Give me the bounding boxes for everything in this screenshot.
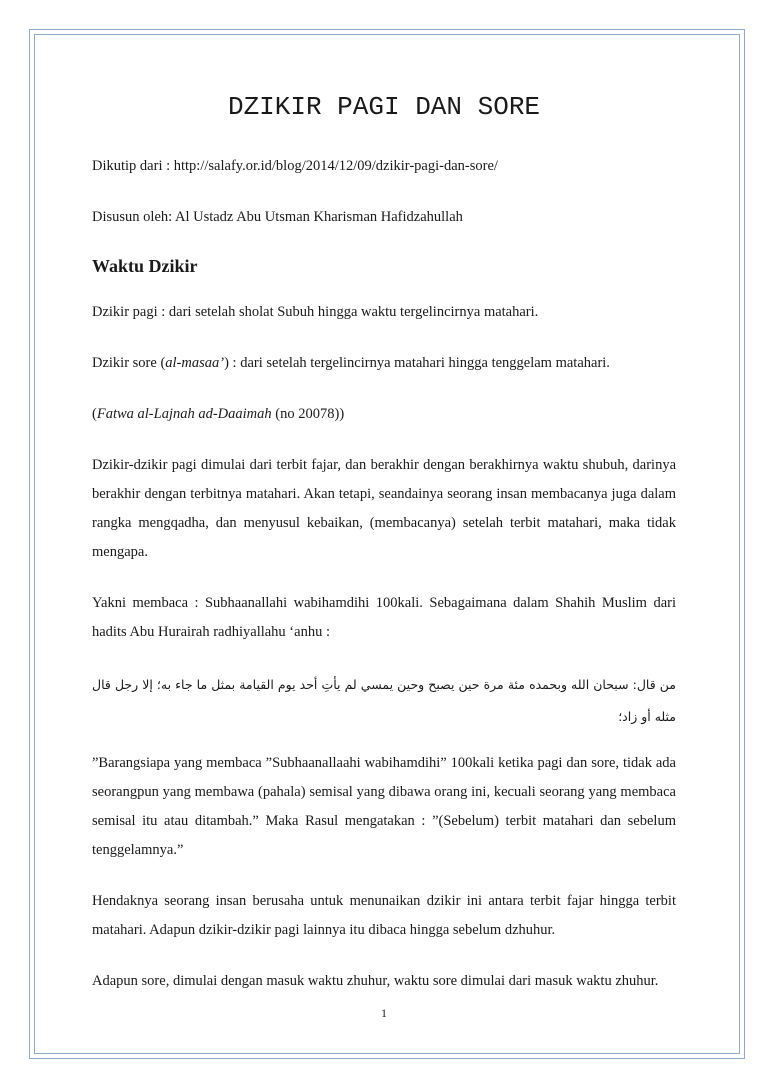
text-span: ( xyxy=(92,406,97,422)
source-line: Dikutip dari : http://salafy.or.id/blog/2014/12/09/dzikir-pagi-dan-sore/ xyxy=(92,158,498,174)
paragraph-hendaknya: Hendaknya seorang insan berusaha untuk menunaikan dzikir ini antara terbit fajar hingga terbit matahari. Adapun dzikir-dzikir pagi lainnya itu dibaca hingga sebelum dzhuhur. xyxy=(92,893,676,938)
paragraph-fatwa xyxy=(92,400,676,429)
paragraph-yakni: Yakni membaca : Subhaanallahi wabihamdihi 100kali. Sebagaimana dalam Shahih Muslim dari hadits Abu Hurairah radhiyallahu ‘anhu : xyxy=(92,595,676,640)
text-span: (no 20078)) xyxy=(271,406,345,422)
page-number: 1 xyxy=(381,1006,387,1020)
paragraph-sore: Adapun sore, dimulai dengan masuk waktu zhuhur, waktu sore dimulai dari masuk waktu zhuhur. xyxy=(92,973,659,989)
paragraph-dzikir-sore xyxy=(92,349,676,378)
paragraph-translation: ”Barangsiapa yang membaca ”Subhaanallaahi wabihamdihi” 100kali ketika pagi dan sore, tidak ada seorangpun yang membawa (pahala) semisal yang dibawa orang ini, kecuali seorang yang membaca semisal itu atau ditambah.” Maka Rasul mengatakan : ”(Sebelum) terbit matahari dan sebelum tenggelamnya.” xyxy=(92,755,676,858)
italic-term: al-masaa’ xyxy=(165,355,225,371)
text-span: Dzikir sore ( xyxy=(92,355,166,371)
page-title: DZIKIR PAGI DAN SORE xyxy=(227,92,541,122)
paragraph-waktu: Dzikir-dzikir pagi dimulai dari terbit fajar, dan berakhir dengan berakhirnya waktu shubuh, darinya berakhir dengan terbitnya matahari. Akan tetapi, seandainya seorang insan membacanya juga dalam rangka mengqadha, dan menyusul kebaikan, (membacanya) setelah terbit matahari, maka tidak mengapa. xyxy=(92,457,676,560)
paragraph-dzikir-pagi: Dzikir pagi : dari setelah sholat Subuh hingga waktu tergelincirnya matahari. xyxy=(92,304,539,320)
arabic-hadith: من قال: سبحان الله وبحمده مئة مرة حين يصبح وحين يمسي لم يأتِ أحد يوم القيامة بمثل ما جاء به؛ إلا رجل قال مثله أو زاد؛ xyxy=(92,677,676,724)
text-span: ) : dari setelah tergelincirnya matahari hingga tenggelam matahari. xyxy=(224,355,610,371)
italic-term: Fatwa al-Lajnah ad-Daaimah xyxy=(96,406,272,422)
author-line: Disusun oleh: Al Ustadz Abu Utsman Kharisman Hafidzahullah xyxy=(92,209,463,225)
section-heading: Waktu Dzikir xyxy=(92,256,198,276)
document-page xyxy=(92,92,676,1018)
